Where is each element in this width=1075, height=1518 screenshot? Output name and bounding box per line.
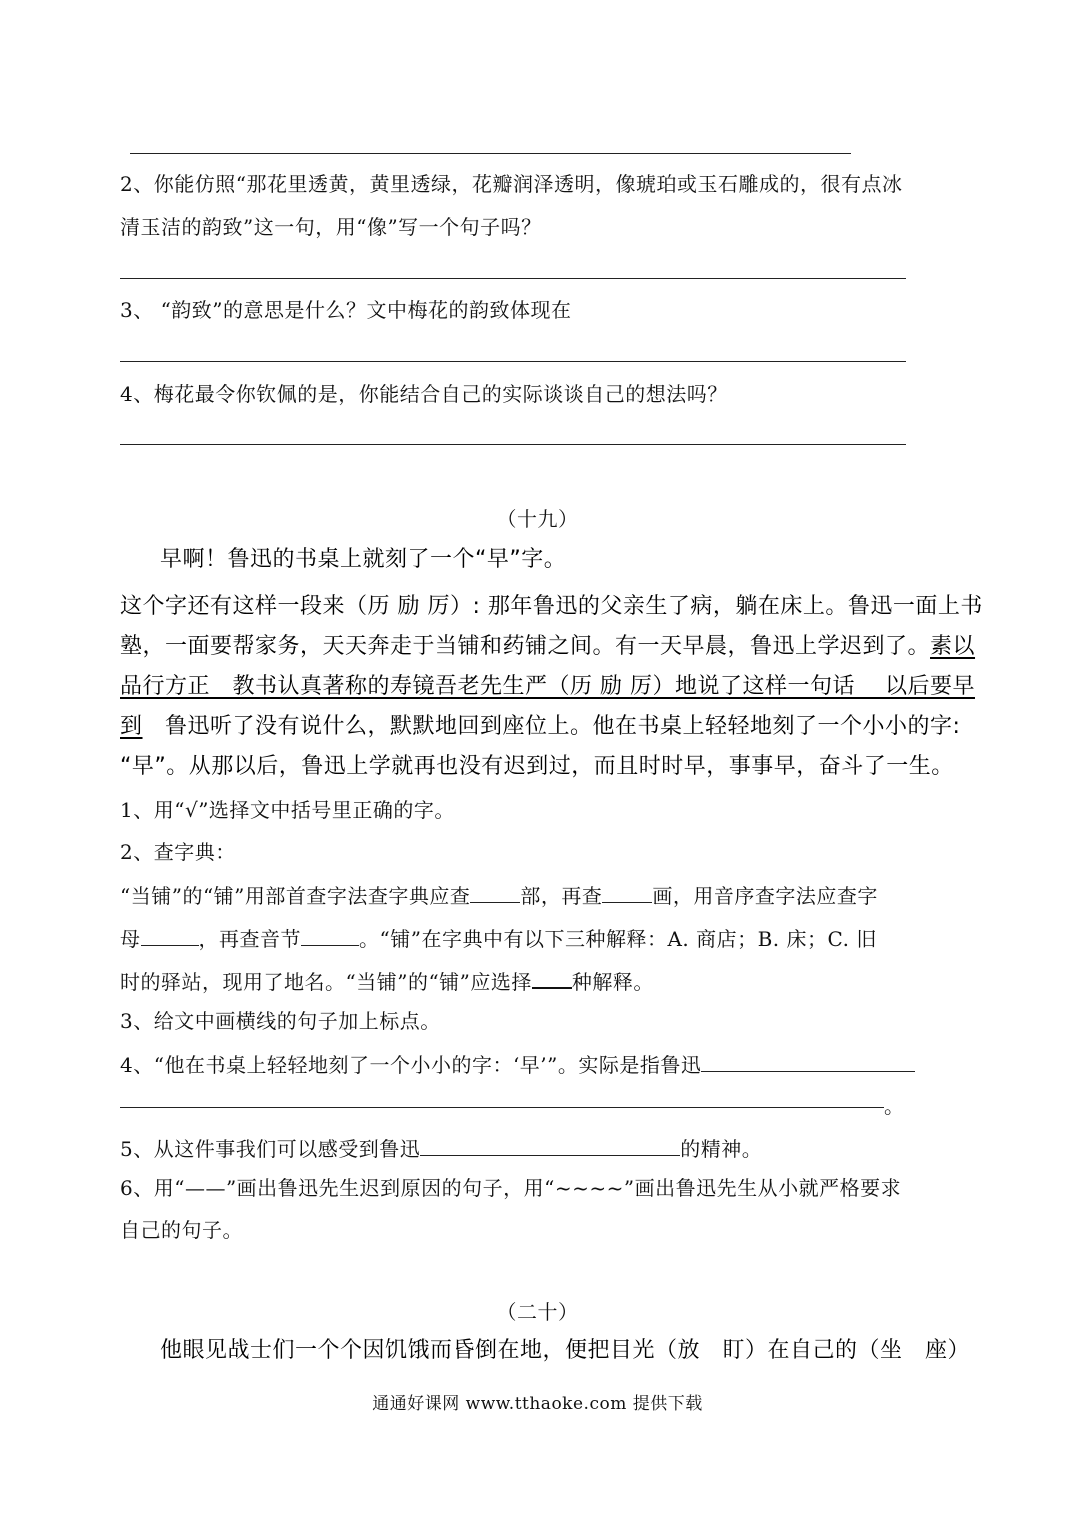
question-2: 2、查字典： xyxy=(120,840,236,864)
footer-text: 通通好课网 www.tthaoke.com 提供下载 xyxy=(372,1394,703,1414)
question-2-line2: 清玉洁的韵致”这一句，用“像”写一个句子吗？ xyxy=(120,215,542,239)
passage-line: 早啊！鲁迅的书桌上就刻了一个“早”字。 xyxy=(160,547,567,572)
question-text: 5、从这件事我们可以感受到鲁迅 xyxy=(120,1137,421,1161)
passage-line: “早”。从那以后，鲁迅上学就再也没有迟到过，而且时时早，事事早，奋斗了一生。 xyxy=(120,754,954,779)
question-2c xyxy=(120,965,654,996)
question-text: 。“铺”在字典中有以下三种解释：A. 商店；B. 床；C. 旧 xyxy=(359,927,877,951)
question-5 xyxy=(120,1133,762,1163)
question-2a xyxy=(120,880,878,910)
section-heading: （二十） xyxy=(496,1300,579,1324)
sentence-end: 。 xyxy=(884,1094,905,1118)
passage-line xyxy=(120,712,960,742)
blank xyxy=(420,1133,680,1156)
question-text: ，再查音节 xyxy=(198,927,301,951)
answer-line xyxy=(120,444,906,445)
blank xyxy=(701,1049,915,1072)
question-text: 部，再查 xyxy=(520,884,603,908)
question-3: 3、 “韵致”的意思是什么？文中梅花的韵致体现在 xyxy=(120,298,572,322)
blank xyxy=(141,923,199,946)
passage-line: 这个字还有这样一段来（历 励 厉）: 那年鲁迅的父亲生了病，躺在床上。鲁迅一面上书 xyxy=(120,594,983,619)
blank xyxy=(470,880,520,903)
question-text: 种解释。 xyxy=(571,970,654,994)
question-2-line1: 2、你能仿照“那花里透黄，黄里透绿，花瓣润泽透明，像琥珀或玉石雕成的，很有点冰 xyxy=(120,172,903,196)
question-text: 时的驿站，现用了地名。“当铺”的“铺”应选择 xyxy=(120,970,532,994)
question-6-line1: 6、用“——”画出鲁迅先生迟到原因的句子，用“~~~~”画出鲁迅先生从小就严格要求 xyxy=(120,1176,902,1200)
section-heading: （十九） xyxy=(496,507,579,531)
blank xyxy=(532,965,572,989)
question-3: 3、给文中画横线的句子加上标点。 xyxy=(120,1009,441,1033)
question-text: 的精神。 xyxy=(680,1137,763,1161)
question-text: 4、“他在书桌上轻轻地刻了一个小小的字：‘早’”。实际是指鲁迅 xyxy=(120,1053,702,1077)
answer-line xyxy=(120,361,906,362)
answer-line xyxy=(130,153,851,154)
question-2b xyxy=(120,923,877,953)
question-4: 4、梅花最令你钦佩的是，你能结合自己的实际谈谈自己的想法吗？ xyxy=(120,382,728,406)
answer-line xyxy=(120,278,906,279)
question-1: 1、用“√”选择文中括号里正确的字。 xyxy=(120,798,455,822)
underlined-sentence: 素以 xyxy=(930,634,976,659)
passage-text: 鲁迅听了没有说什么，默默地回到座位上。他在书桌上轻轻地刻了一个小小的字: xyxy=(142,714,961,739)
question-text: 母 xyxy=(120,927,141,951)
underlined-sentence: 品行方正 教书认真著称的寿镜吾老先生严（历 励 厉）地说了这样一句话 以后要早 xyxy=(120,674,975,699)
answer-line xyxy=(120,1107,884,1108)
underlined-sentence: 到 xyxy=(120,714,143,739)
question-text: 画，用音序查字法应查字 xyxy=(652,884,878,908)
question-6-line2: 自己的句子。 xyxy=(120,1218,243,1242)
passage-text: 塾，一面要帮家务，天天奔走于当铺和药铺之间。有一天早晨，鲁迅上学迟到了。 xyxy=(120,634,931,659)
blank xyxy=(301,923,359,946)
question-4 xyxy=(120,1049,915,1079)
passage-line: 他眼见战士们一个个因饥饿而昏倒在地，便把目光（放 盯）在自己的（坐 座） xyxy=(160,1338,971,1363)
passage-line xyxy=(120,632,975,662)
question-text: “当铺”的“铺”用部首查字法查字典应查 xyxy=(120,884,471,908)
blank xyxy=(602,880,652,903)
